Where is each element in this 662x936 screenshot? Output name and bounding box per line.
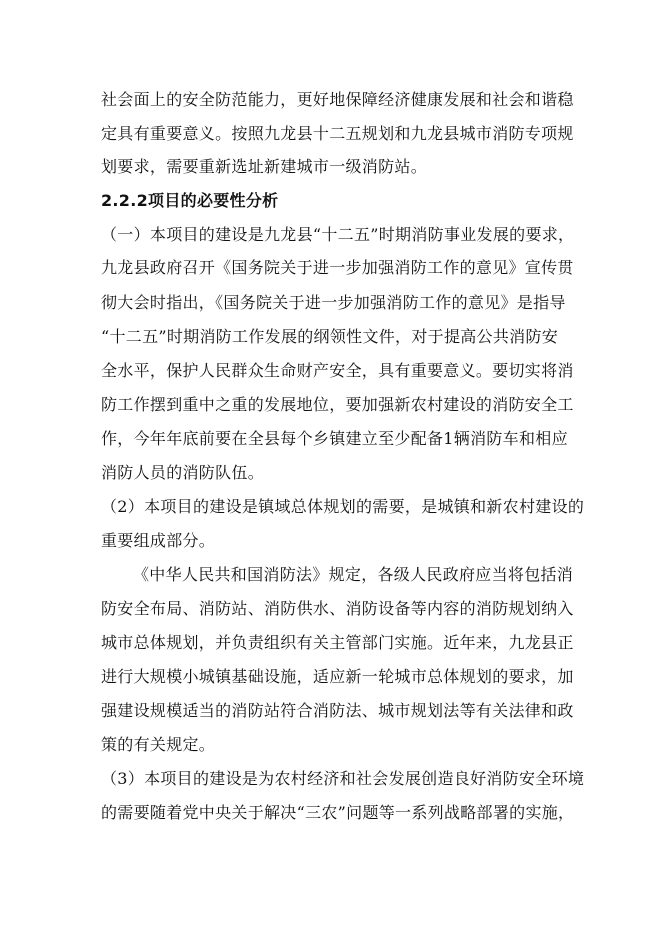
paragraph-line: 九龙县政府召开《国务院关于进一步加强消防工作的意见》宣传贯: [101, 258, 574, 277]
paragraph-line: 强建设规模适当的消防站符合消防法、城市规划法等有关法律和政: [101, 701, 574, 720]
section-heading: 2.2.2项目的必要性分析: [101, 191, 279, 210]
paragraph-line: 彻大会时指出，《国务院关于进一步加强消防工作的意见》是指导: [101, 293, 566, 312]
paragraph-line: 防安全布局、消防站、消防供水、消防设备等内容的消防规划纳入: [101, 599, 574, 618]
paragraph-line: 作，今年年底前要在全县每个乡镇建立至少配备1辆消防车和相应: [101, 429, 568, 448]
paragraph-line: 进行大规模小城镇基础设施，适应新一轮城市总体规划的要求，加: [101, 667, 574, 686]
paragraph-line: 社会面上的安全防范能力，更好地保障经济健康发展和社会和谐稳: [101, 90, 574, 109]
paragraph-line: 防工作摆到重中之重的发展地位，要加强新农村建设的消防安全工: [101, 395, 574, 414]
paragraph-line: （一）本项目的建设是九龙县“十二五”时期消防事业发展的要求，: [101, 225, 575, 244]
paragraph-line: 《中华人民共和国消防法》规定，各级人民政府应当将包括消: [133, 565, 574, 584]
paragraph-line: 策的有关规定。: [101, 735, 216, 754]
paragraph-line: 划要求，需要重新选址新建城市一级消防站。: [101, 157, 428, 176]
paragraph-line: 全水平，保护人民群众生命财产安全，具有重要意义。要切实将消: [101, 361, 574, 380]
paragraph-line: （2）本项目的建设是镇域总体规划的需要，是城镇和新农村建设的: [101, 497, 585, 516]
paragraph-line: 重要组成部分。: [101, 531, 216, 550]
paragraph-line: 的需要随着党中央关于解决“三农”问题等一系列战略部署的实施，: [101, 803, 575, 822]
paragraph-line: “十二五”时期消防工作发展的纲领性文件，对于提高公共消防安: [101, 327, 559, 346]
paragraph-line: （3）本项目的建设是为农村经济和社会发展创造良好消防安全环境: [101, 769, 585, 788]
paragraph-line: 定具有重要意义。按照九龙县十二五规划和九龙县城市消防专项规: [101, 124, 574, 143]
paragraph-line: 消防人员的消防队伍。: [101, 463, 265, 482]
paragraph-line: 城市总体规划，并负责组织有关主管部门实施。近年来，九龙县正: [101, 633, 574, 652]
